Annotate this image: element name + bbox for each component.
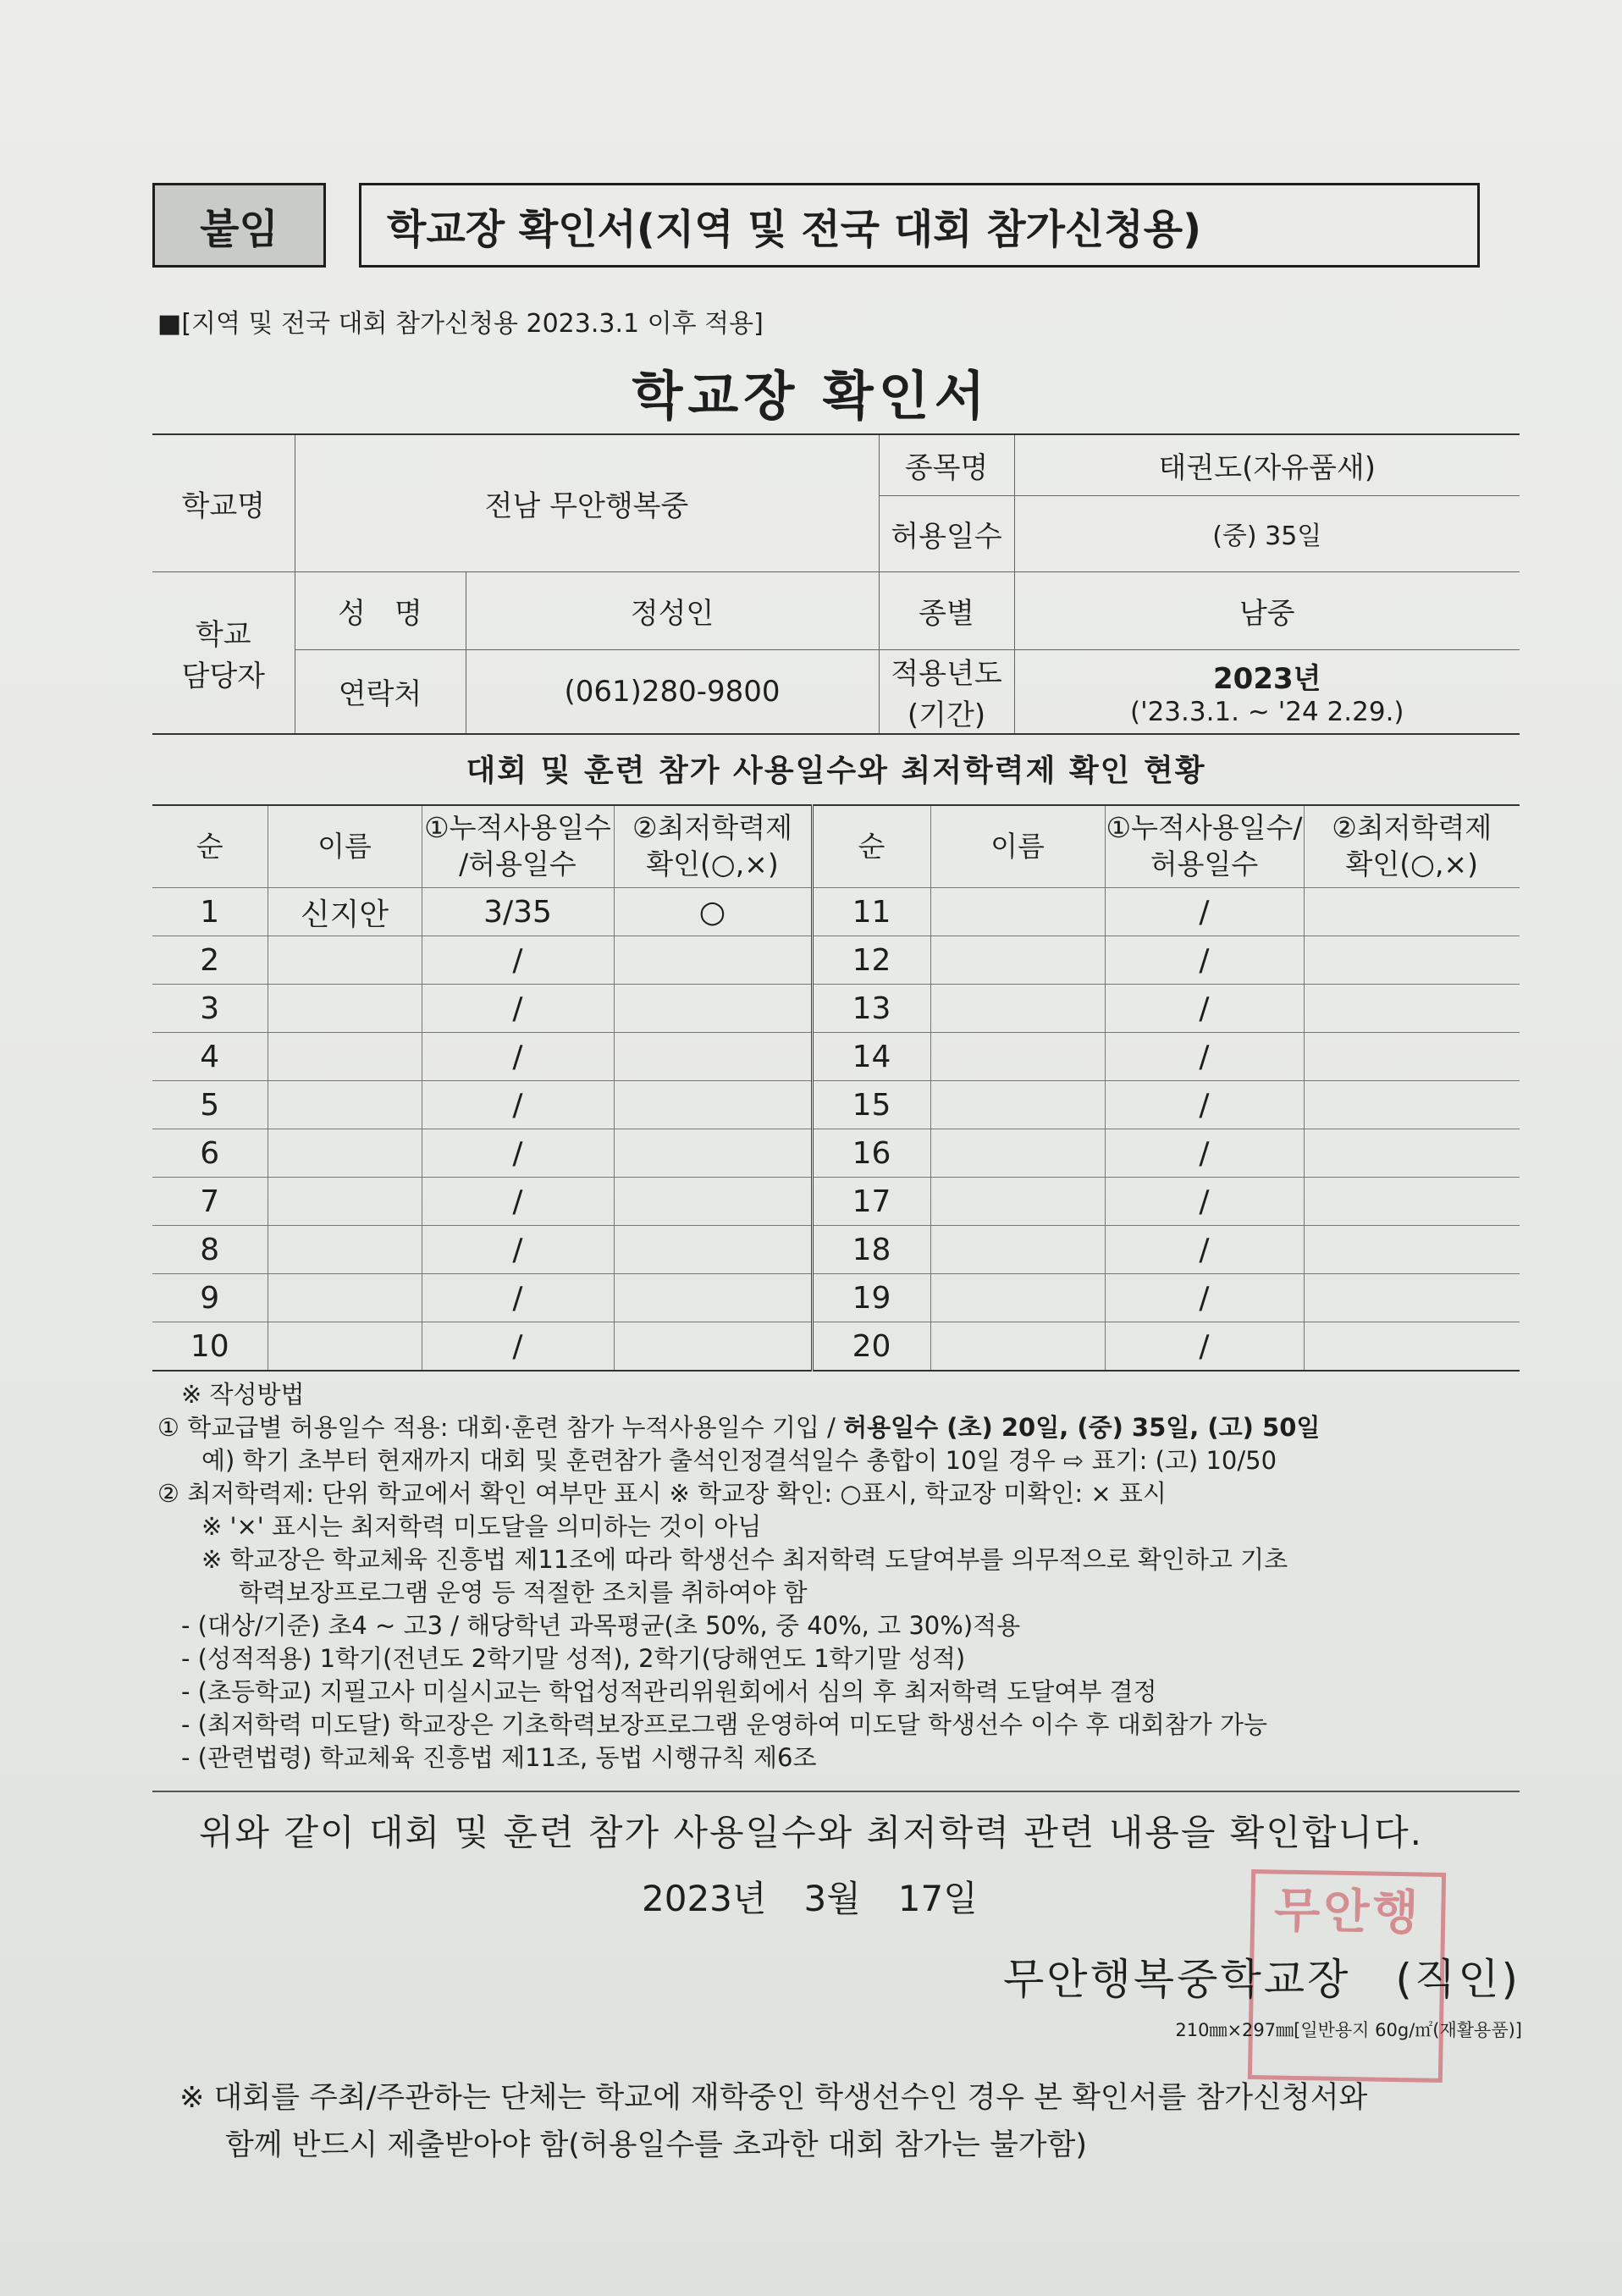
- contact-label-line2: 담당자: [181, 659, 266, 693]
- header-name-left: 이름: [268, 805, 422, 888]
- roster-used-left: /: [422, 1129, 614, 1178]
- header-used-right: [1105, 805, 1304, 888]
- roster-check-left: [614, 936, 812, 985]
- header-check-left: [614, 805, 812, 888]
- roster-no-left: 9: [152, 1274, 268, 1322]
- roster-used-right: /: [1105, 1322, 1304, 1372]
- roster-no-left: 10: [152, 1322, 268, 1372]
- roster-no-left: 2: [152, 936, 268, 985]
- roster-name-right: [930, 1226, 1105, 1274]
- roster-no-left: 6: [152, 1129, 268, 1178]
- name-value: 정성인: [466, 571, 879, 649]
- instructions: [157, 1378, 1529, 1774]
- detail-5: - (관련법령) 학교체육 진흥법 제11조, 동법 시행규칙 제6조: [181, 1743, 817, 1772]
- school-label: 학교명: [152, 434, 295, 571]
- note-1: [157, 1411, 1529, 1444]
- roster-name-right: [930, 936, 1105, 985]
- note-2-sub-2b: 학력보장프로그램 운영 등 적절한 조치를 취하여야 함: [239, 1578, 808, 1607]
- roster-no-right: 17: [812, 1178, 930, 1226]
- info-table: [152, 433, 1520, 735]
- roster-used-left: /: [422, 1081, 614, 1129]
- roster-check-right: [1304, 1129, 1520, 1178]
- header-name-right: 이름: [930, 805, 1105, 888]
- roster-name-left: [268, 1033, 422, 1081]
- roster-body: [152, 888, 1520, 1372]
- roster-check-left: [614, 1081, 812, 1129]
- header-check-left-line1: ②최저학력제: [632, 811, 792, 845]
- roster-name-right: [930, 1322, 1105, 1372]
- roster-name-right: [930, 1129, 1105, 1178]
- event-label: 종목명: [879, 434, 1014, 495]
- detail-1: - (대상/기준) 초4 ~ 고3 / 해당학년 과목평균(초 50%, 중 40%, 고 30%)적용: [181, 1611, 1021, 1640]
- main-title: 학교장 확인서: [632, 365, 990, 427]
- roster-no-left: 5: [152, 1081, 268, 1129]
- contact-label-line1: 학교: [195, 617, 251, 652]
- roster-no-right: 14: [812, 1033, 930, 1081]
- roster-used-right: /: [1105, 1129, 1304, 1178]
- year-label: [879, 649, 1014, 734]
- roster-no-right: 13: [812, 985, 930, 1033]
- attachment-label-text: 붙임: [200, 205, 279, 253]
- roster-used-left: /: [422, 1226, 614, 1274]
- note-2-sub-1: ※ '×' 표시는 최저학력 미도달을 의미하는 것이 아님: [201, 1512, 762, 1541]
- date-year: 2023년: [642, 1878, 767, 1919]
- roster-check-right: [1304, 1322, 1520, 1372]
- roster-no-left: 4: [152, 1033, 268, 1081]
- roster-name-left: 신지안: [268, 888, 422, 936]
- roster-used-left: /: [422, 1322, 614, 1372]
- table-row: [152, 1274, 1520, 1322]
- contact-label: [152, 571, 295, 734]
- roster-check-left: [614, 1274, 812, 1322]
- detail-2: - (성적적용) 1학기(전년도 2학기말 성적), 2학기(당해연도 1학기말 성적): [181, 1644, 966, 1673]
- roster-check-left: [614, 985, 812, 1033]
- note-1-allowed-days: 허용일수 (초) 20일, (중) 35일, (고) 50일: [843, 1413, 1321, 1442]
- roster-check-left: [614, 1322, 812, 1372]
- note-1-example: 예) 학기 초부터 현재까지 대회 및 훈련참가 출석인정결석일수 총합이 10일 경우 ⇨ 표기: (고) 10/50: [201, 1446, 1277, 1475]
- roster-name-left: [268, 985, 422, 1033]
- roster-name-left: [268, 936, 422, 985]
- header-used-left: [422, 805, 614, 888]
- roster-used-right: /: [1105, 1081, 1304, 1129]
- roster-no-left: 3: [152, 985, 268, 1033]
- header-used-right-line1: ①누적사용일수/: [1106, 811, 1303, 845]
- year-value-cell: [1014, 649, 1520, 734]
- roster-check-right: [1304, 985, 1520, 1033]
- roster-check-right: [1304, 888, 1520, 936]
- signature-date: [642, 1871, 1015, 1922]
- principal-signature: 무안행복중학교장 (직인): [1002, 1955, 1520, 2004]
- roster-used-right: /: [1105, 888, 1304, 936]
- roster-used-right: /: [1105, 1274, 1304, 1322]
- roster-used-left: 3/35: [422, 888, 614, 936]
- phone-value: (061)280-9800: [466, 649, 879, 734]
- header-used-left-line2: /허용일수: [459, 847, 577, 880]
- paper-spec: 210㎜×297㎜[일반용지 60g/㎡(재활용품)]: [1175, 2020, 1522, 2040]
- roster-used-left: /: [422, 1033, 614, 1081]
- event-value: 태권도(자유품새): [1014, 434, 1520, 495]
- roster-name-right: [930, 1178, 1105, 1226]
- roster-name-left: [268, 1322, 422, 1372]
- table-row: [152, 936, 1520, 985]
- roster-name-left: [268, 1081, 422, 1129]
- table-row: [152, 985, 1520, 1033]
- allowed-days-label: 허용일수: [879, 495, 1014, 571]
- gender-label: 종별: [879, 571, 1014, 649]
- roster-used-right: /: [1105, 1033, 1304, 1081]
- confirmation-statement: 위와 같이 대회 및 훈련 참가 사용일수와 최저학력 관련 내용을 확인합니다.: [198, 1812, 1424, 1853]
- header-check-right: [1304, 805, 1520, 888]
- roster-no-left: 1: [152, 888, 268, 936]
- roster-no-right: 16: [812, 1129, 930, 1178]
- header-used-right-line2: 허용일수: [1150, 847, 1259, 880]
- roster-header-row: [152, 805, 1520, 888]
- roster-used-right: /: [1105, 1226, 1304, 1274]
- roster-no-right: 19: [812, 1274, 930, 1322]
- footer-note-line1: ※ 대회를 주최/주관하는 단체는 학교에 재학중인 학생선수인 경우 본 확인서를 참가신청서와: [179, 2081, 1368, 2115]
- name-label: 성 명: [295, 571, 466, 649]
- school-value: 전남 무안행복중: [295, 434, 879, 571]
- note-2: ② 최저학력제: 단위 학교에서 확인 여부만 표시 ※ 학교장 확인: ○표시, 학교장 미확인: × 표시: [157, 1479, 1167, 1508]
- roster-check-left: ○: [614, 888, 812, 936]
- header-no-right: 순: [812, 805, 930, 888]
- phone-label: 연락처: [295, 649, 466, 734]
- roster-check-right: [1304, 1274, 1520, 1322]
- header-check-left-line2: 확인(○,×): [646, 847, 779, 880]
- date-month: 3월: [803, 1878, 861, 1919]
- table-row: [152, 1081, 1520, 1129]
- roster-name-left: [268, 1129, 422, 1178]
- roster-name-right: [930, 888, 1105, 936]
- roster-check-left: [614, 1129, 812, 1178]
- table-row: [152, 888, 1520, 936]
- roster-table: [152, 804, 1520, 1372]
- footer-note: [179, 2074, 1534, 2169]
- roster-name-right: [930, 1274, 1105, 1322]
- notes-heading: ※ 작성방법: [181, 1380, 305, 1409]
- roster-check-left: [614, 1178, 812, 1226]
- table-row: [152, 1129, 1520, 1178]
- header-no-left: 순: [152, 805, 268, 888]
- table-row: [152, 1226, 1520, 1274]
- year-label-line1: 적용년도: [891, 656, 1002, 691]
- header-check-right-line1: ②최저학력제: [1332, 811, 1492, 845]
- footer-note-line2: 함께 반드시 제출받아야 함(허용일수를 초과한 대회 참가는 불가함): [225, 2128, 1088, 2162]
- gender-value: 남중: [1014, 571, 1520, 649]
- detail-3: - (초등학교) 지필고사 미실시교는 학업성적관리위원회에서 심의 후 최저학력 도달여부 결정: [181, 1677, 1157, 1706]
- form-title-box: [359, 183, 1480, 268]
- roster-used-left: /: [422, 1274, 614, 1322]
- section-title: 대회 및 훈련 참가 사용일수와 최저학력제 확인 현황: [466, 753, 1206, 788]
- period-value: ('23.3.1. ~ '24 2.29.): [1129, 697, 1404, 727]
- roster-name-right: [930, 985, 1105, 1033]
- seal-text: 무안행: [1273, 1883, 1423, 1941]
- divider: [152, 1791, 1520, 1792]
- roster-used-left: /: [422, 936, 614, 985]
- roster-check-left: [614, 1226, 812, 1274]
- roster-used-left: /: [422, 985, 614, 1033]
- note-1-text: ① 학교급별 허용일수 적용: 대회·훈련 참가 누적사용일수 기입 /: [157, 1413, 844, 1442]
- allowed-days-value: (중) 35일: [1014, 495, 1520, 571]
- form-title: 학교장 확인서(지역 및 전국 대회 참가신청용): [387, 205, 1202, 253]
- roster-check-right: [1304, 1033, 1520, 1081]
- roster-name-right: [930, 1081, 1105, 1129]
- year-value: 2023년: [1213, 662, 1321, 696]
- roster-name-right: [930, 1033, 1105, 1081]
- header-check-right-line2: 확인(○,×): [1345, 847, 1478, 880]
- roster-no-right: 15: [812, 1081, 930, 1129]
- roster-used-right: /: [1105, 936, 1304, 985]
- roster-check-right: [1304, 936, 1520, 985]
- roster-no-right: 20: [812, 1322, 930, 1372]
- roster-name-left: [268, 1178, 422, 1226]
- year-label-line2: (기간): [907, 698, 986, 732]
- roster-no-left: 7: [152, 1178, 268, 1226]
- note-2-sub-2: ※ 학교장은 학교체육 진흥법 제11조에 따라 학생선수 최저학력 도달여부를 의무적으로 확인하고 기초: [201, 1545, 1288, 1574]
- date-day: 17일: [897, 1878, 978, 1919]
- roster-name-left: [268, 1274, 422, 1322]
- roster-no-right: 12: [812, 936, 930, 985]
- roster-used-right: /: [1105, 1178, 1304, 1226]
- applied-note: ■[지역 및 전국 대회 참가신청용 2023.3.1 이후 적용]: [157, 309, 764, 339]
- detail-4: - (최저학력 미도달) 학교장은 기초학력보장프로그램 운영하여 미도달 학생선수 이수 후 대회참가 가능: [181, 1710, 1268, 1739]
- roster-check-right: [1304, 1081, 1520, 1129]
- table-row: [152, 1322, 1520, 1372]
- table-row: [152, 1033, 1520, 1081]
- roster-check-right: [1304, 1178, 1520, 1226]
- roster-no-right: 11: [812, 888, 930, 936]
- header-used-left-line1: ①누적사용일수: [424, 811, 611, 845]
- roster-check-left: [614, 1033, 812, 1081]
- roster-check-right: [1304, 1226, 1520, 1274]
- roster-no-right: 18: [812, 1226, 930, 1274]
- roster-name-left: [268, 1226, 422, 1274]
- roster-used-right: /: [1105, 985, 1304, 1033]
- roster-used-left: /: [422, 1178, 614, 1226]
- roster-no-left: 8: [152, 1226, 268, 1274]
- attachment-label: [152, 183, 326, 268]
- table-row: [152, 1178, 1520, 1226]
